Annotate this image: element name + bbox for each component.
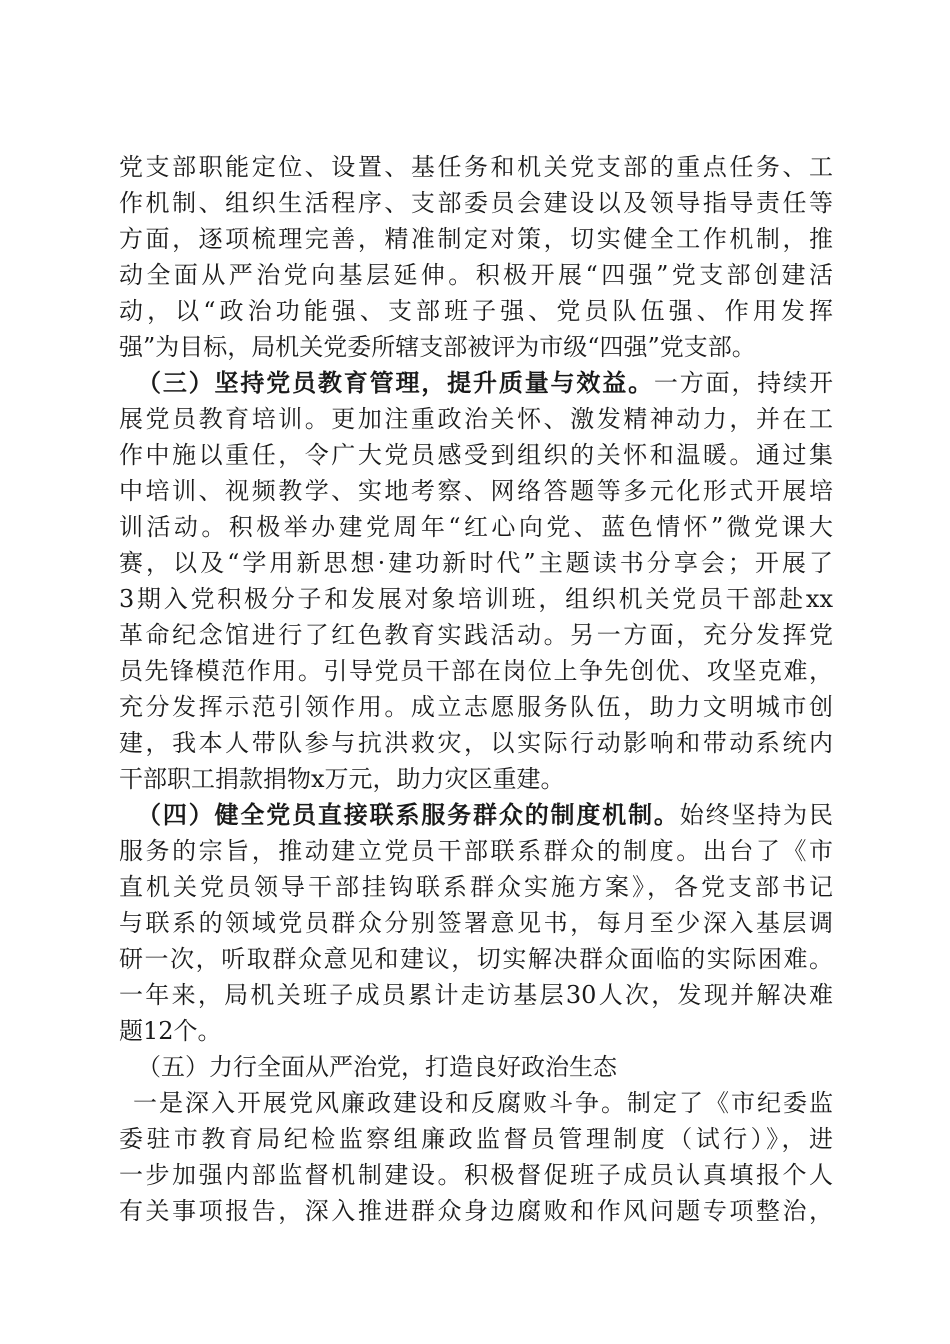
text-line: 革命纪念馆进行了红色教育实践活动。另一方面，充分发挥党	[119, 621, 833, 649]
text-line: 党支部职能定位、设置、基任务和机关党支部的重点任务、工	[119, 153, 833, 181]
section-5-heading: （五）力行全面从严治党，打造良好政治生态	[137, 1053, 617, 1081]
text-line: 动，以“政治功能强、支部班子强、党员队伍强、作用发挥	[119, 297, 833, 325]
text-line: 3期入党积极分子和发展对象培训班，组织机关党员干部赴xx	[119, 585, 833, 613]
text-line: 中培训、视频教学、实地考察、网络答题等多元化形式开展培	[119, 477, 833, 505]
text-line: 作中施以重任，令广大党员感受到组织的关怀和温暖。通过集	[119, 441, 833, 469]
text-line: 员先锋模范作用。引导党员干部在岗位上争先创优、攻坚克难，	[119, 657, 833, 685]
text-line: 赛，以及“学用新思想·建功新时代”主题读书分享会；开展了	[119, 549, 833, 577]
section-3-first-line	[119, 365, 833, 401]
text-line: 充分发挥示范引领作用。成立志愿服务队伍，助力文明城市创	[119, 693, 833, 721]
text-line: 作机制、组织生活程序、支部委员会建设以及领导指导责任等	[119, 189, 833, 217]
text-line: 委驻市教育局纪检监察组廉政监督员管理制度（试行）》，进	[119, 1125, 833, 1153]
section-4-heading: （四）健全党员直接联系服务群众的制度机制。	[137, 800, 680, 829]
text-line: 动全面从严治党向基层延伸。积极开展“四强”党支部创建活	[119, 261, 833, 289]
text-line: 直机关党员领导干部挂钩联系群众实施方案》，各党支部书记	[119, 873, 833, 901]
text-line: 有关事项报告，深入推进群众身边腐败和作风问题专项整治，	[119, 1197, 833, 1225]
section-4-first-line	[119, 797, 833, 833]
section-4-text: 始终坚持为民	[679, 801, 833, 829]
text-line: 与联系的领域党员群众分别签署意见书，每月至少深入基层调	[119, 909, 833, 937]
document-body	[119, 149, 833, 1229]
text-line: 强”为目标，局机关党委所辖支部被评为市级“四强”党支部。	[119, 333, 756, 361]
text-line: 干部职工捐款捐物x万元，助力灾区重建。	[119, 765, 565, 793]
text-line: 服务的宗旨，推动建立党员干部联系群众的制度。出台了《市	[119, 837, 833, 865]
text-line: 一步加强内部监督机制建设。积极督促班子成员认真填报个人	[119, 1161, 833, 1189]
text-line: 题12个。	[119, 1017, 222, 1045]
text-line: 一是深入开展党风廉政建设和反腐败斗争。制定了《市纪委监	[133, 1089, 833, 1117]
text-line: 建，我本人带队参与抗洪救灾，以实际行动影响和带动系统内	[119, 729, 833, 757]
text-line: 一年来，局机关班子成员累计走访基层30人次，发现并解决难	[119, 981, 833, 1009]
text-line: 研一次，听取群众意见和建议，切实解决群众面临的实际困难。	[119, 945, 833, 973]
text-line: 方面，逐项梳理完善，精准制定对策，切实健全工作机制，推	[119, 225, 833, 253]
section-3-text: 一方面，持续开	[653, 369, 833, 397]
text-line: 训活动。积极举办建党周年“红心向党、蓝色情怀”微党课大	[119, 513, 833, 541]
section-3-heading: （三）坚持党员教育管理，提升质量与效益。	[137, 368, 654, 397]
text-line: 展党员教育培训。更加注重政治关怀、激发精神动力，并在工	[119, 405, 833, 433]
